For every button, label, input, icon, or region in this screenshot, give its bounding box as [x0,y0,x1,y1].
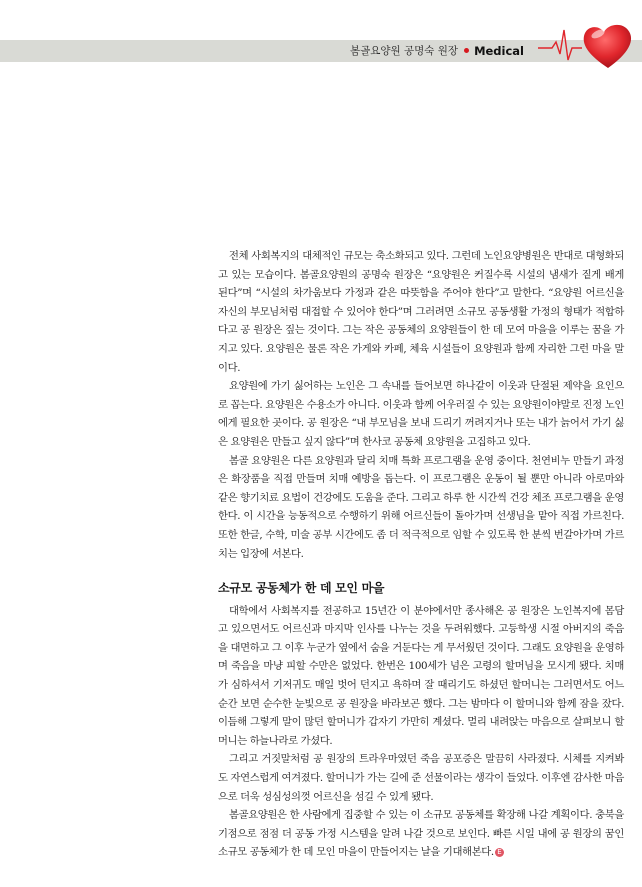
article-body [218,247,624,862]
paragraph: 전체 사회복지의 대체적인 규모는 축소화되고 있다. 그런데 노인요양병원은 반대로 대형화되고 있는 모습이다. 봄골요양원의 공명숙 원장은 “요양원은 커질수록 시설의 냄새가 짙게 배게 된다”며 “시설의 차가움보다 가정과 같은 따뜻함을 주어야 한다”고 말한다. “요양원 어르신을 자신의 부모님처럼 대접할 수 있어야 한다”며 그러려면 소규모 공동생활 가정의 형태가 적합하다고 공 원장은 짚는 것이다. 그는 작은 공동체의 요양원들이 한 데 모여 마을을 이루는 꿈을 가지고 있다. 요양원은 물론 작은 가게와 카페, 체육 시설들이 요양원과 함께 자리한 그런 마을 말이다. [218,250,624,374]
section-subheading: 소규모 공동체가 한 데 모인 마을 [218,581,385,596]
paragraph: 요양원에 가기 싫어하는 노인은 그 속내를 들어보면 하나같이 이웃과 단절된 제약을 요인으로 꼽는다. 요양원은 수용소가 아니다. 이웃과 함께 어우러질 수 있는 요양원이야말로 진정 노인에게 필요한 곳이다. 공 원장은 “내 부모님을 보내 드리기 꺼려지거나 또는 내가 늙어서 가기 싫은 요양원은 만들고 싶지 않다”며 한사코 공동체 요양원을 고집하고 있다. [218,380,624,448]
paragraph: 봄골 요양원은 다른 요양원과 달리 치매 특화 프로그램을 운영 중이다. 천연비누 만들기 과정은 화장품을 직접 만들며 치매 예방을 돕는다. 이 프로그램은 운동이 될 뿐만 아니라 아로마와 같은 향기치료 요법이 건강에도 도움을 준다. 그리고 하루 한 시간씩 건강 체조 프로그램을 운영한다. 이 시간을 능동적으로 수행하기 위해 어르신들이 돌아가며 선생님을 맡아 직접 가르친다. 또한 한글, 수학, 미술 공부 시간에도 좀 더 적극적으로 임할 수 있도록 한 분씩 번갈아가며 가르치는 입장에 서본다. [218,454,624,560]
paragraph: 그리고 거짓말처럼 공 원장의 트라우마였던 죽음 공포증은 말끔히 사라졌다. 시체를 지켜봐도 자연스럽게 여겨졌다. 할머니가 가는 길에 준 선물이라는 생각이 들었다. 이후엔 감사한 마음으로 더욱 성심성의껏 어르신을 섬길 수 있게 됐다. [218,753,624,803]
header-bullet-icon [464,48,469,53]
heart-ecg-logo-icon [538,20,642,72]
paragraph-last [218,806,624,862]
running-title: 봄골요양원 공명숙 원장 [349,45,459,57]
paragraph: 대학에서 사회복지를 전공하고 15년간 이 분야에서만 종사해온 공 원장은 노인복지에 몸담고 있으면서도 어르신과 마지막 인사를 나누는 것을 두려워했다. 고등학생 시절 아버지의 죽음을 대면하고 그 이후 누군가 옆에서 숨을 거둔다는 게 무서웠던 것이다. 그래도 요양원을 운영하며 죽음을 마냥 피할 수만은 없었다. 한번은 100세가 넘은 고령의 할머님을 모시게 됐다. 치매가 심하셔서 기저귀도 매일 벗어 던지고 욕하며 잘 때리기도 하셨던 할머니는 그러면서도 어느 순간 보면 순수한 눈빛으로 공 원장을 바라보곤 했다. 그는 밤마다 이 할머니와 함께 잠을 잤다. 이듬해 그렇게 말이 많던 할머니가 갑자기 가만히 계셨다. 멀리 내려앉는 마음으로 살펴보니 할머니는 하늘나라로 가셨다. [218,604,624,747]
section-label: Medical [474,43,524,58]
running-header [350,43,524,58]
end-mark-icon: E [495,848,504,857]
paragraph-text: 봄골요양원은 한 사람에게 집중할 수 있는 이 소규모 공동체를 확장해 나갈 계획이다. 충북을 기점으로 점점 더 공동 가정 시스템을 알려 나갈 것으로 보인다. 빠른 시일 내에 공 원장의 꿈인 소규모 공동체가 한 데 모인 마을이 만들어지는 날을 기대해본다. [218,809,624,859]
